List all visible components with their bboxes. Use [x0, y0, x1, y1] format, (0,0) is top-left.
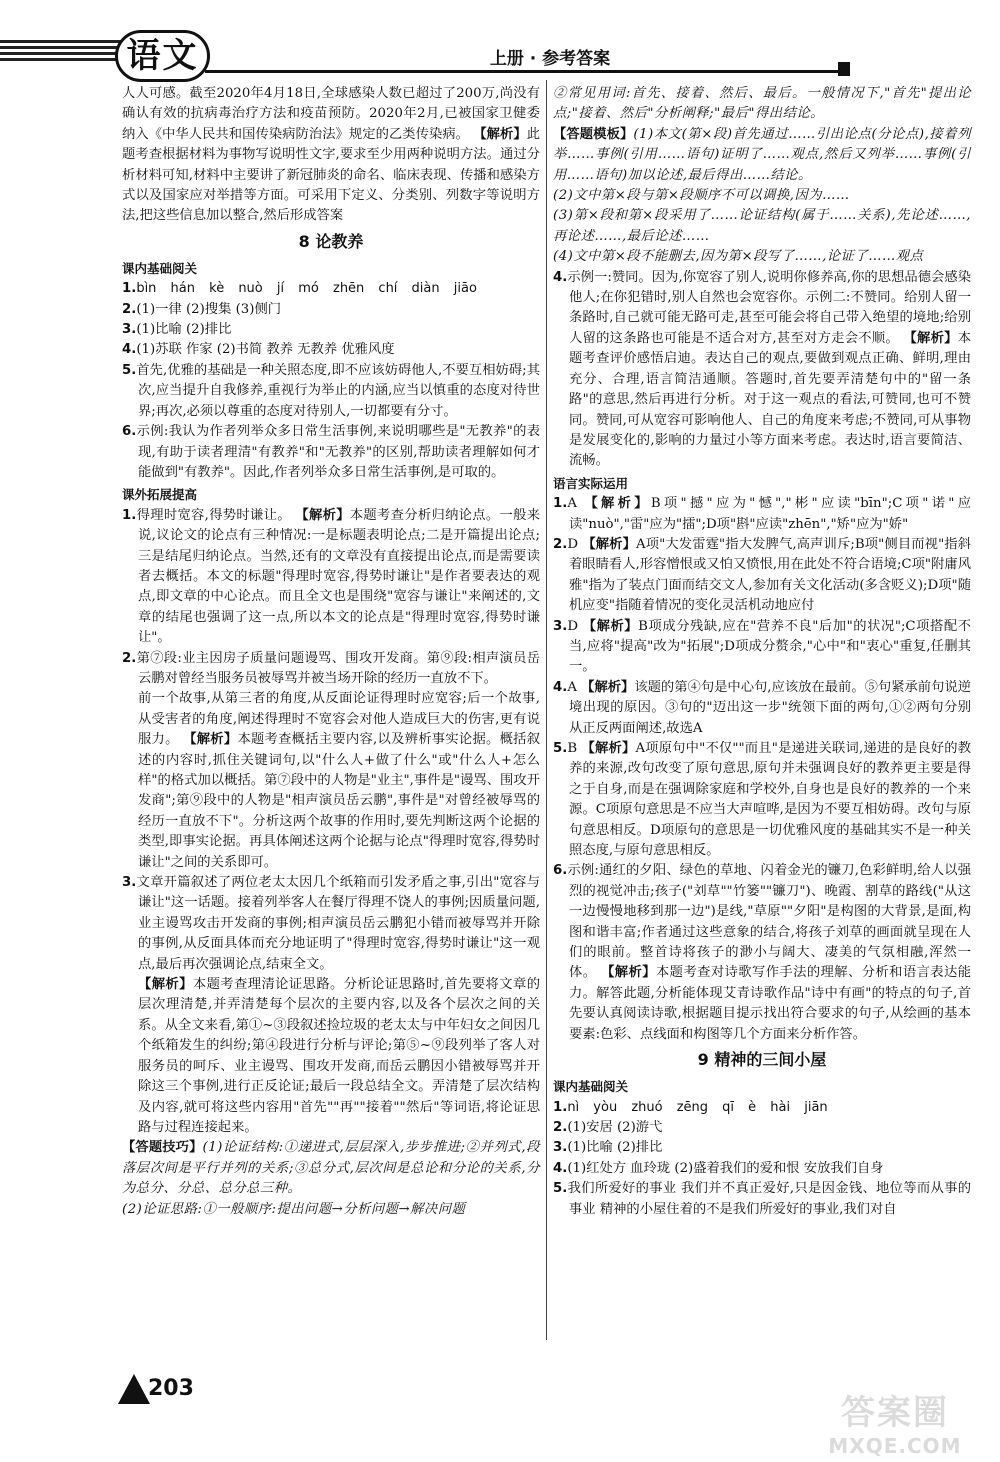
section-heading-basic-2: 课内基础阅关 [553, 1079, 629, 1095]
left-column [122, 84, 540, 1220]
column-divider [546, 80, 547, 1340]
section-heading-basic: 课内基础阅关 [122, 260, 198, 276]
answer-template: 【答题模板】(1)本文(第×段)首先通过……引出论点(分论点),接着列举……事例(引用……语句)证明了……观点,然后又列举……事例(引用……语句)加以论述,最后得出……结论。 [553, 126, 972, 183]
answer-item: 6.示例:通红的夕阳、绿色的草地、闪着金光的镰刀,色彩鲜明,给人以强烈的视觉冲击;孩子("刘草""竹篓""镰刀")、晚霞、割草的路线("从这一边慢慢地移到那一边")是线,"草原""夕阳"是构图的大背景,是面,构图和谐丰富;作者通过这些意象的结合,将孩子刘草的画面就呈现在人们的眼前。整首诗将孩子的渺小与阔大、凄美的气氛相融,浑然一体。 【解析】本题考查对诗歌写作手法的理解、分析和语言表达能力。解答此题,分析能体现艾青诗歌作品"诗中有画"的特点的句子,首先要认真阅读诗歌,根据题目提示找出符合要求的句子,从绘画的基本要素:色彩、点线面和构图等几个方面来分析作答。 [553, 863, 972, 1042]
section-heading-extended: 课外拓展提高 [122, 487, 198, 503]
header-decoration-lines [0, 40, 125, 68]
header-square-mark [838, 62, 850, 76]
page-number-badge [118, 1370, 208, 1410]
lesson-title-8: 8 论教养 [298, 231, 364, 251]
watermark-url: MXQE.COM [828, 1434, 962, 1458]
answer-item: 1.nì yòu zhuó zēng qī è hài jiān [553, 1099, 828, 1115]
answer-item: 2.D 【解析】A项"大发雷霆"指大发脾气,高声训斥;B项"侧目而视"指斜着眼睛看人,形容憎恨或又怕又愤恨,用在此处不符合语境;C项"附庸风雅"指为了装点门面而结交文人,参加有关文化活动(多含贬义);D项"随机应变"指随着情况的变化灵活机动地应付 [553, 536, 972, 614]
header-rule [205, 70, 845, 73]
answer-tip: (2)论证思路:①一般顺序:提出问题→分析问题→解决问题 [122, 1201, 466, 1217]
answer-item: 1.A 【解析】B项"撼"应为"憾","彬"应读"bīn";C项"诺"应读"nuò","雷"应为"擂";D项"斟"应读"zhēn","矫"应为"娇" [553, 496, 972, 532]
answer-template: (2)文中第×段与第×段顺序不可以调换,因为…… [553, 188, 850, 204]
answer-item-continued: 【解析】本题考查理清论证思路。分析论证思路时,首先要将文章的层次理清楚,并弄清楚每个层次的主要内容,以及各个层次之间的关系。从全文来看,第①~③段叙述捡垃圾的老太太与中年妇女之间因几个纸箱发生的纠纷;第④段进行分析与评论;第⑤~⑨段列举了客人对服务员的呵斥、业主谩骂、围攻开发商,而岳云鹏因小错被辱骂并开除这三个事例,进行正反论证;最后一段总结全文。弄清楚了层次结构及内容,就可将这些内容用"首先""再""接着""然后"等词语,将论证思路与过程连接起来。 [138, 977, 541, 1135]
continued-answer: 人人可感。截至2020年4月18日,全球感染人数已超过了200万,尚没有确认有效的抗病毒治疗方法和疫苗预防。2020年2月,已被国家卫健委纳入《中华人民共和国传染病防治法》规定的乙类传染病。 【解析】此题考查根据材料为事物写说明性文字,要求至少用两种说明方法。通过分析材料可知,材料中主要讲了新冠肺炎的命名、临床表现、传播和感染方式以及国家应对举措等方面。可采用下定义、分类别、列数字等说明方法,把这些信息加以整合,然后形成答案 [122, 86, 540, 224]
answer-item: 4.示例一:赞同。因为,你宽容了别人,说明你修养高,你的思想品德会感染他人;在你犯错时,别人自然也会宽容你。示例二:不赞同。给别人留一条路时,自己就可能无路可走,甚至可能会将自己带入绝望的境地;给别人留的这条路也可能是不适合对方,甚至对方走会不顺。 【解析】本题考查评价感悟启迪。表达自己的观点,要做到观点正确、鲜明,理由充分、合理,语言简洁通顺。答题时,首先要弄清楚句中的"留一条路"的意思,然后再进行分析。对于这一观点的看法,可赞同,也可不赞同。赞同,可从宽容可影响他人、自己的角度来考虑;不赞同,可从事物是发展变化的,影响的力量过小等方面来考虑。表达时,语言要简洁、流畅。 [553, 269, 971, 469]
section-heading-practice: 语言实际运用 [553, 475, 629, 491]
page-number: 203 [148, 1376, 194, 1401]
answer-item: 5.首先,优雅的基础是一种关照态度,即不应该妨碍他人,不要互相妨碍;其次,应当提升自我修养,重视行为举止的内涵,应当以慎重的态度对待世界;再次,必须以尊重的态度对待别人,一切都要有分寸。 [122, 362, 540, 419]
answer-item: 1.得理时宽容,得势时谦让。 【解析】本题考查分析归纳论点。一般来说,议论文的论点有三种情况:一是标题表明论点;二是开篇提出论点;三是结尾归纳论点。当然,还有的文章没有直接提出论点,而是需要读者去概括。本文的标题"得理时宽容,得势时谦让"是作者要表达的观点,即文章的中心论点。而且全文也是围绕"宽容与谦让"来阐述的,文章的结尾也强调了这一点,所以本文的论点是"得理时宽容,得势时谦让"。 [122, 507, 541, 646]
answer-tip: ②常见用词:首先、接着、然后、最后。一般情况下,"首先"提出论点;"接着、然后"分析阐释;"最后"得出结论。 [553, 86, 971, 122]
answer-item-continued: 前一个故事,从第三者的角度,从反面论证得理时应宽容;后一个故事,从受害者的角度,阐述得理时不宽容会对他人造成巨大的伤害,更有说服力。 【解析】本题考查概括主要内容,以及辨析事实论据。概括叙述的内容时,抓住关键词句,以"什么人+做了什么"或"什么人+怎么样"的格式加以概括。第⑦段中的人物是"业主",事件是"谩骂、围攻开发商";第⑨段中的人物是"相声演员岳云鹏",事件是"对曾经被辱骂的经历一直放不下"。分析这两个故事的作用时,要先判断这两个论据的类型,即事实论据。再具体阐述这两个论据与论点"得理时宽容,得势时谦让"之间的关系即可。 [138, 691, 541, 870]
lesson-title-9: 9 精神的三间小屋 [697, 1050, 827, 1070]
answer-item: 2.(1)一律 (2)搜集 (3)侧门 [122, 301, 282, 317]
answer-tip: 【答题技巧】(1)论证结构:①递进式,层层深入,步步推进;②并列式,段落层次间是平行并列的关系;③总分式,层次间是总论和分论的关系,分为总分、分总、总分总三种。 [122, 1140, 540, 1197]
answer-item: 2.(1)安居 (2)游弋 [553, 1119, 663, 1135]
header-title: 上册 · 参考答案 [489, 49, 611, 69]
site-watermark [800, 1385, 990, 1458]
subject-logo: 语文 [115, 30, 210, 82]
triangle-icon [118, 1374, 150, 1404]
answer-item: 3.D 【解析】B项成分残缺,应在"营养不良"后加"的状况";C项搭配不当,应将"提高"改为"拓展";D项成分赘余,"心中"和"衷心"重复,任删其一。 [553, 618, 972, 675]
answer-item: 4.(1)苏联 作家 (2)书简 教养 无教养 优雅风度 [122, 342, 395, 358]
right-column [553, 84, 971, 1220]
answer-item: 5.我们所爱好的事业 我们并不真正爱好,只是因金钱、地位等而从事的事业 精神的小屋住着的不是我们所爱好的事业,我们对自 [553, 1181, 971, 1217]
answer-template: (4)文中第×段不能删去,因为第×段写了……,论证了……观点 [553, 249, 924, 265]
answer-item: 4.A 【解析】该题的第④句是中心句,应该放在最前。⑤句紧承前句说逆境出现的原因。③句的"迈出这一步"统领下面的两句,①②两句分别从正反两面阐述,故选A [553, 679, 971, 736]
answer-item: 4.(1)红处方 血玲珑 (2)盛着我们的爱和恨 安放我们自身 [553, 1160, 884, 1176]
answer-item: 5.B 【解析】A项原句中"不仅""而且"是递进关联词,递进的是良好的教养的来源,改句改变了原句意思,原句并未强调良好的教养更主要是得之于自身,而是在强调除家庭和学校外,自身也是良好的教养的一个来源。C项原句意思是不应当大声喧哗,是因为不要互相妨碍。改句与原句意思相反。D项原句的意思是一切优雅风度的基础其实不是一种关照态度,与原句意思相反。 [553, 741, 972, 859]
answer-item: 1.bìn hán kè nuò jí mó zhēn chí diàn jiāo [122, 281, 477, 297]
answer-item: 3.文章开篇叙述了两位老太太因几个纸箱而引发矛盾之事,引出"宽容与谦让"这一话题。接着列举客人在餐厅得理不饶人的事例;因质量问题,业主谩骂攻击开发商的事例;相声演员岳云鹏犯小错而被辱骂并开除的事例,从反面具体而充分地证明了"得理时宽容,得势时谦让"这一观点,最后再次强调论点,结束全文。 [122, 875, 540, 972]
watermark-logo: 答案圈 [841, 1393, 949, 1433]
answer-item: 3.(1)比喻 (2)排比 [122, 322, 232, 338]
answer-item: 6.示例:我认为作者列举众多日常生活事例,来说明哪些是"无教养"的表现,有助于读者理清"有教养"和"无教养"的区别,帮助读者理解如何才能做到"有教养"。因此,作者列举众多日常生活事例,是可取的。 [122, 424, 540, 480]
answer-item: 2.第⑦段:业主因房子质量问题谩骂、围攻开发商。第⑨段:相声演员岳云鹏对曾经当服务员被辱骂并被当场开除的经历一直放不下。 [122, 650, 540, 686]
analysis-tag: 【解析】 [473, 126, 527, 142]
answer-template: (3)第×段和第×段采用了……论证结构(属于……关系),先论述……,再论述……,最后论述…… [553, 208, 971, 244]
answer-item: 3.(1)比喻 (2)排比 [553, 1140, 663, 1156]
